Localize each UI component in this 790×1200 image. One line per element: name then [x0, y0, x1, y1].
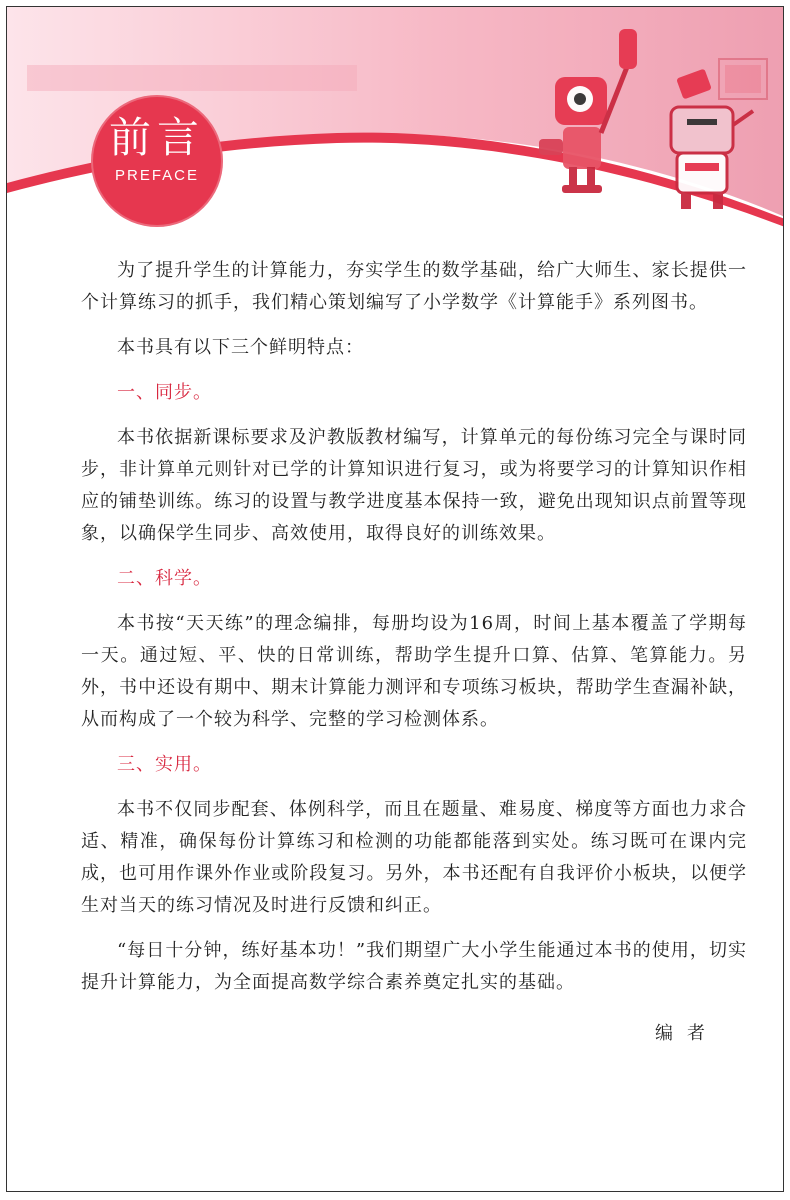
preface-body — [81, 255, 747, 1012]
section-body-practical: 本书不仅同步配套、体例科学，而且在题量、难易度、梯度等方面也力求合适、精准，确保每份计算练习和检测的功能都能落到实处。练习既可在课内完成，也可用作课外作业或阶段复习。另外，本书还配有自我评价小板块，以便学生对当天的练习情况及时进行反馈和纠正。 — [81, 799, 747, 916]
intro-paragraph-1: 为了提升学生的计算能力，夯实学生的数学基础，给广大师生、家长提供一个计算练习的抓手，我们精心策划编写了小学数学《计算能手》系列图书。 — [81, 260, 747, 313]
header-banner — [7, 7, 784, 242]
page — [6, 6, 784, 1192]
section-heading-sync: 一、同步。 — [117, 382, 212, 403]
intro-paragraph-2: 本书具有以下三个鲜明特点： — [117, 337, 364, 358]
section-heading-science: 二、科学。 — [117, 568, 212, 589]
signature-line — [7, 1019, 719, 1045]
section-heading-practical: 三、实用。 — [117, 754, 212, 775]
corner-stamp — [719, 59, 767, 99]
section-body-sync: 本书依据新课标要求及沪教版教材编写，计算单元的每份练习完全与课时同步，非计算单元则针对已学的计算知识进行复习，或为将要学习的计算知识作相应的铺垫训练。练习的设置与教学进度基本保持一致，避免出现知识点前置等现象，以确保学生同步、高效使用，取得良好的训练效果。 — [81, 427, 747, 544]
section-body-science: 本书按“天天练”的理念编排，每册均设为16周，时间上基本覆盖了学期每一天。通过短、平、快的日常训练，帮助学生提升口算、估算、笔算能力。另外，书中还设有期中、期末计算能力测评和专项练习板块，帮助学生查漏补缺，从而构成了一个较为科学、完整的学习检测体系。 — [81, 613, 747, 730]
page-title: 前言 — [108, 113, 205, 162]
closing-paragraph: “每日十分钟，练好基本功！”我们期望广大小学生能通过本书的使用，切实提升计算能力，为全面提高数学综合素养奠定扎实的基础。 — [81, 940, 747, 993]
signature-author: 编者 — [655, 1023, 719, 1044]
faded-stripe — [27, 65, 357, 91]
preface-badge — [91, 95, 223, 227]
page-subtitle: PREFACE — [114, 167, 200, 184]
